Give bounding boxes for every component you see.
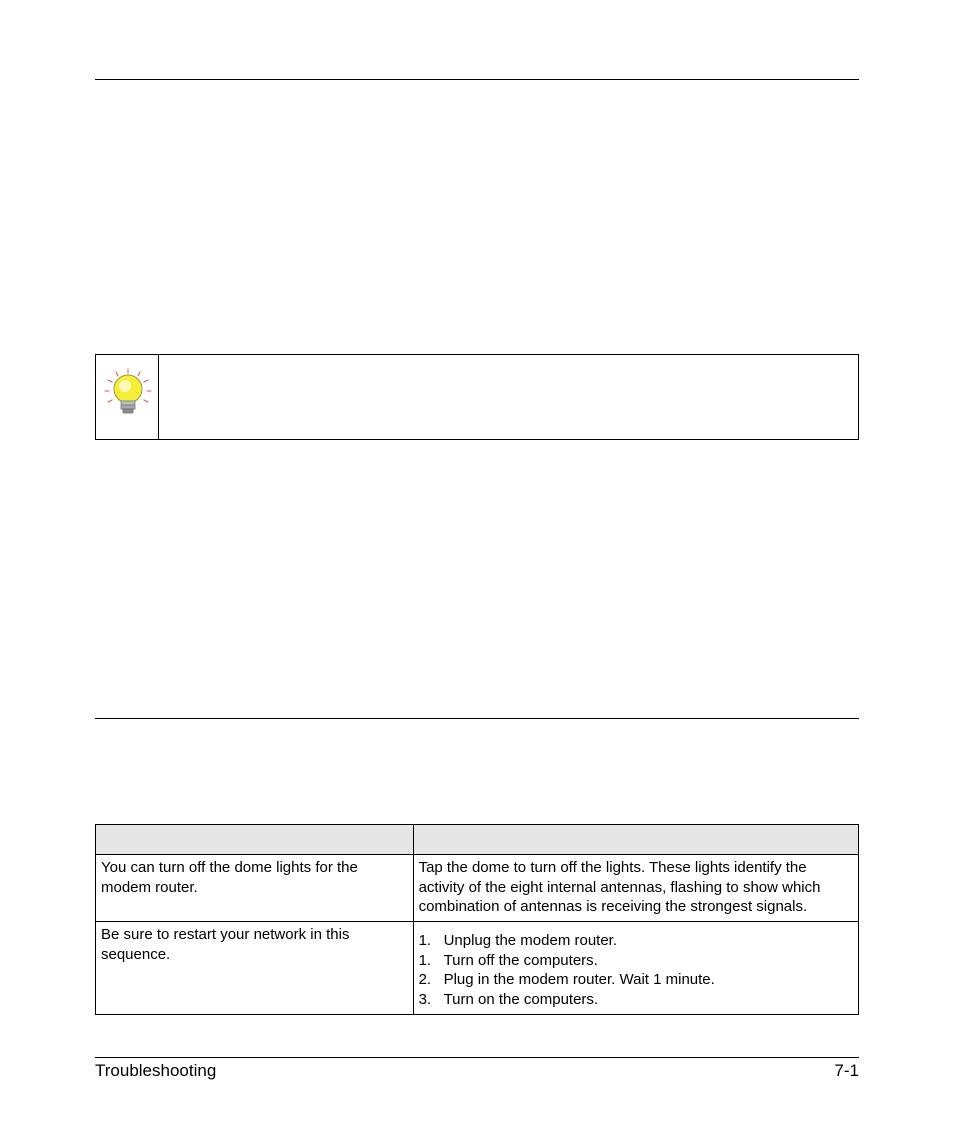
troubleshooting-table [95, 824, 859, 1015]
table-cell-right: Tap the dome to turn off the lights. These lights identify the activity of the eight internal antennas, flashing to show which combination of antennas is receiving the strongest signals. [413, 855, 858, 922]
list-item [419, 990, 853, 1010]
step-number: 1. [418, 951, 432, 969]
table-cell-left: Be sure to restart your network in this sequence. [96, 922, 414, 1015]
section-rule [95, 718, 859, 719]
restart-steps-list [419, 931, 853, 1009]
step-text: Unplug the modem router. [443, 932, 618, 949]
table-header-cell [96, 825, 414, 855]
header-rule [95, 79, 859, 80]
step-text: Turn on the computers. [443, 990, 599, 1008]
step-text: Turn off the computers. [443, 951, 598, 969]
table-cell-left: You can turn off the dome lights for the modem router. [96, 855, 414, 922]
table-header-row [96, 825, 859, 855]
tip-box [95, 354, 859, 440]
table-header-cell [413, 825, 858, 855]
table-cell-right [413, 922, 858, 1015]
list-item [419, 951, 853, 971]
footer-page-number: 7-1 [834, 1061, 859, 1080]
step-number: 1. [418, 932, 432, 949]
step-number: 2. [418, 971, 432, 988]
step-number: 3. [418, 990, 432, 1008]
list-item [419, 970, 853, 990]
table-row [96, 922, 859, 1015]
list-item [419, 931, 853, 951]
step-text: Plug in the modem router. Wait 1 minute. [443, 971, 715, 988]
footer-rule [95, 1057, 859, 1058]
footer-section-title: Troubleshooting [95, 1061, 217, 1080]
tip-icon-cell [96, 355, 159, 439]
table-row [96, 855, 859, 922]
lightbulb-icon [102, 367, 154, 421]
